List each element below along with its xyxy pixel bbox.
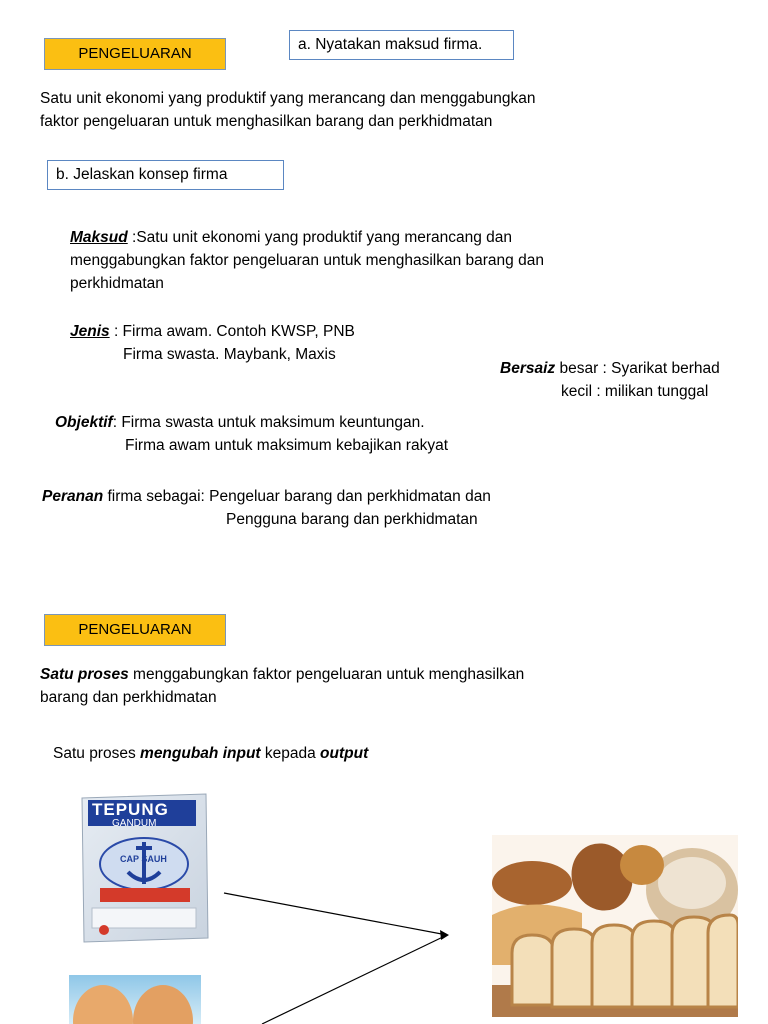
bread-image: [492, 835, 738, 1017]
jenis-block: [70, 320, 355, 366]
jenis-text-1: : Firma awam. Contoh KWSP, PNB: [109, 323, 355, 340]
proses-bold-output: output: [320, 745, 369, 762]
proses-def-bold: Satu proses: [40, 666, 129, 683]
arrow-head-icon: [440, 930, 449, 940]
maksud-line-3: perkhidmatan: [70, 275, 164, 292]
proses-def-rest: menggabungkan faktor pengeluaran untuk menghasilkan: [128, 666, 525, 683]
objektif-text-1: : Firma swasta untuk maksimum keuntungan.: [112, 414, 425, 431]
answer-a-line-1: Satu unit ekonomi yang produktif yang merancang dan menggabungkan: [40, 90, 536, 107]
proses-definition: [40, 663, 524, 709]
bersaiz-block: [500, 357, 720, 403]
proses-middle: kepada: [260, 745, 321, 762]
maksud-label: Maksud: [70, 229, 128, 246]
bersaiz-label: Bersaiz: [500, 360, 556, 377]
eggs-image: [69, 975, 201, 1024]
bersaiz-line-1: [500, 357, 720, 380]
section-header-pengeluaran-2: PENGELUARAN: [44, 614, 226, 646]
proses-def-line-1: [40, 663, 524, 686]
proses-def-line-2: barang dan perkhidmatan: [40, 689, 217, 706]
peranan-label: Peranan: [42, 488, 104, 505]
peranan-line-2: Pengguna barang dan perkhidmatan: [226, 511, 478, 528]
objektif-block: [55, 411, 448, 457]
flour-bag-image: [78, 792, 212, 944]
proses-bold-input: mengubah input: [140, 745, 261, 762]
flour-bag-logo: CAP SAUH: [120, 854, 167, 864]
peranan-block: [42, 485, 491, 531]
flour-bag-brand: TEPUNG: [92, 800, 169, 819]
section-header-pengeluaran: PENGELUARAN: [44, 38, 226, 70]
maksud-text-1: Satu unit ekonomi yang produktif yang merancang dan: [136, 229, 513, 246]
jenis-line-2: Firma swasta. Maybank, Maxis: [123, 346, 336, 363]
peranan-text-1: firma sebagai: Pengeluar barang dan perkhidmatan dan: [103, 488, 491, 505]
jenis-line-1: [70, 320, 355, 343]
arrow-line-top: [224, 893, 447, 935]
maksud-sep: :: [127, 229, 137, 246]
bersaiz-line-2: kecil : milikan tunggal: [561, 383, 709, 400]
bersaiz-text-1: besar : Syarikat berhad: [555, 360, 720, 377]
objektif-line-2: Firma awam untuk maksimum kebajikan rakyat: [125, 437, 449, 454]
answer-a-text: [40, 87, 535, 133]
proses-prefix: Satu proses: [53, 745, 141, 762]
jenis-label: Jenis: [70, 323, 110, 340]
bread-icon: [492, 835, 738, 1017]
arrow-line-bottom: [262, 935, 447, 1024]
maksud-line-1: [70, 226, 544, 249]
proses-input-output: [53, 742, 368, 765]
objektif-label: Objektif: [55, 414, 113, 431]
objektif-line-1: [55, 411, 448, 434]
flour-bag-sub: GANDUM: [112, 818, 157, 829]
peranan-line-1: [42, 485, 491, 508]
maksud-line-2: menggabungkan faktor pengeluaran untuk menghasilkan barang dan: [70, 252, 544, 269]
answer-a-line-2: faktor pengeluaran untuk menghasilkan barang dan perkhidmatan: [40, 113, 493, 130]
question-b-box: b. Jelaskan konsep firma: [47, 160, 284, 190]
maksud-block: [70, 226, 544, 295]
egg-icon: [69, 975, 201, 1024]
question-a-box: a. Nyatakan maksud firma.: [289, 30, 514, 60]
